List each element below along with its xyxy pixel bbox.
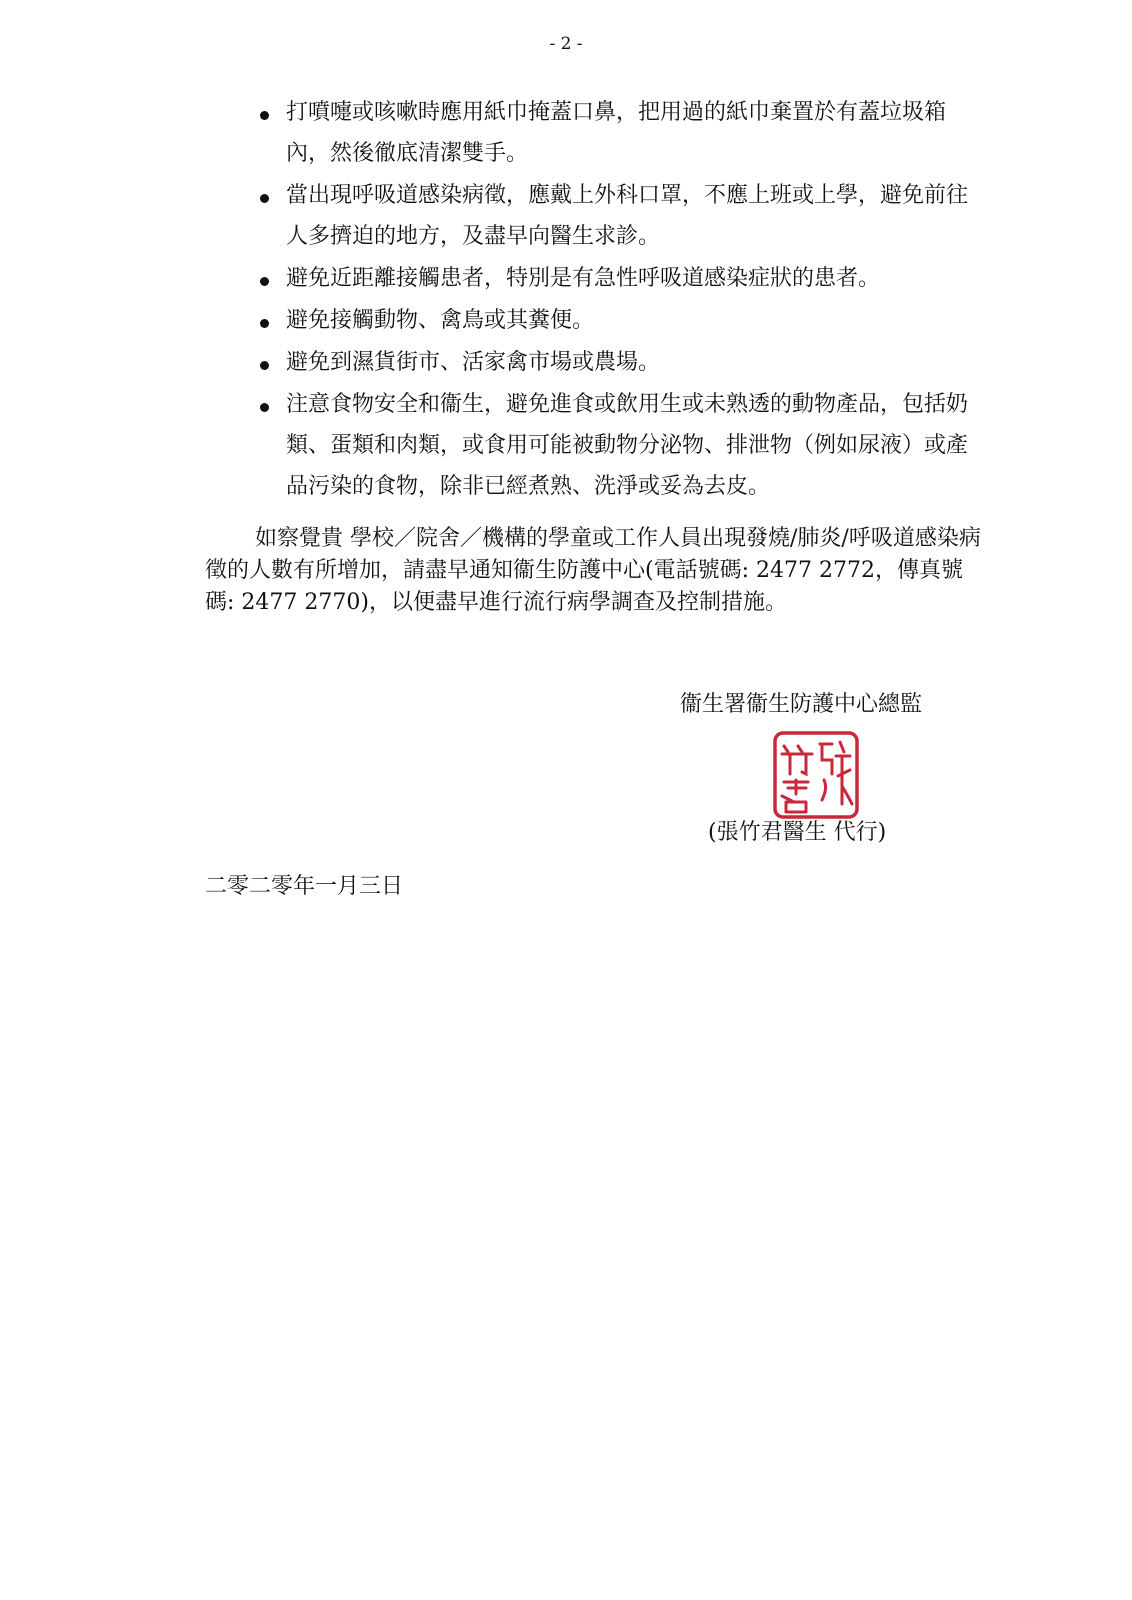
official-seal-icon	[772, 730, 860, 820]
precaution-text: 打噴嚏或咳嗽時應用紙巾掩蓋口鼻，把用過的紙巾棄置於有蓋垃圾箱內，然後徹底清潔雙手。	[286, 100, 947, 166]
bullet-icon	[260, 319, 269, 328]
letter-date: 二零二零年一月三日	[205, 874, 404, 899]
precaution-item	[256, 258, 986, 299]
bullet-icon	[260, 361, 269, 370]
precaution-item	[256, 175, 986, 257]
precaution-text: 避免接觸動物、禽鳥或其糞便。	[286, 308, 595, 333]
precaution-text: 避免近距離接觸患者，特別是有急性呼吸道感染症狀的患者。	[286, 266, 881, 291]
signatory-name: (張竹君醫生 代行)	[708, 820, 887, 845]
precaution-item	[256, 342, 986, 383]
bullet-icon	[260, 111, 269, 120]
bullet-icon	[260, 277, 269, 286]
bullet-icon	[260, 194, 269, 203]
signatory-title: 衞生署衞生防護中心總監	[680, 692, 923, 717]
bullet-icon	[260, 403, 269, 412]
precaution-list	[256, 92, 986, 508]
precaution-item	[256, 384, 986, 507]
notice-paragraph: 如察覺貴 學校／院舍／機構的學童或工作人員出現發燒/肺炎/呼吸道感染病徵的人數有所增加，請盡早通知衞生防護中心(電話號碼: 2477 2772，傳真號碼: 2477 2770)，以便盡早進行流行病學調查及控制措施。	[205, 526, 981, 615]
precaution-text: 避免到濕貨街市、活家禽市場或農場。	[286, 350, 661, 375]
precaution-text: 注意食物安全和衞生，避免進食或飲用生或未熟透的動物產品，包括奶類、蛋類和肉類，或食用可能被動物分泌物、排泄物（例如尿液）或產品污染的食物，除非已經煮熟、洗淨或妥為去皮。	[286, 392, 969, 499]
precaution-text: 當出現呼吸道感染病徵，應戴上外科口罩，不應上班或上學，避免前往人多擠迫的地方，及盡早向醫生求診。	[286, 183, 969, 249]
precaution-item	[256, 300, 986, 341]
page-number: - 2 -	[549, 34, 583, 54]
precaution-item	[256, 92, 986, 174]
